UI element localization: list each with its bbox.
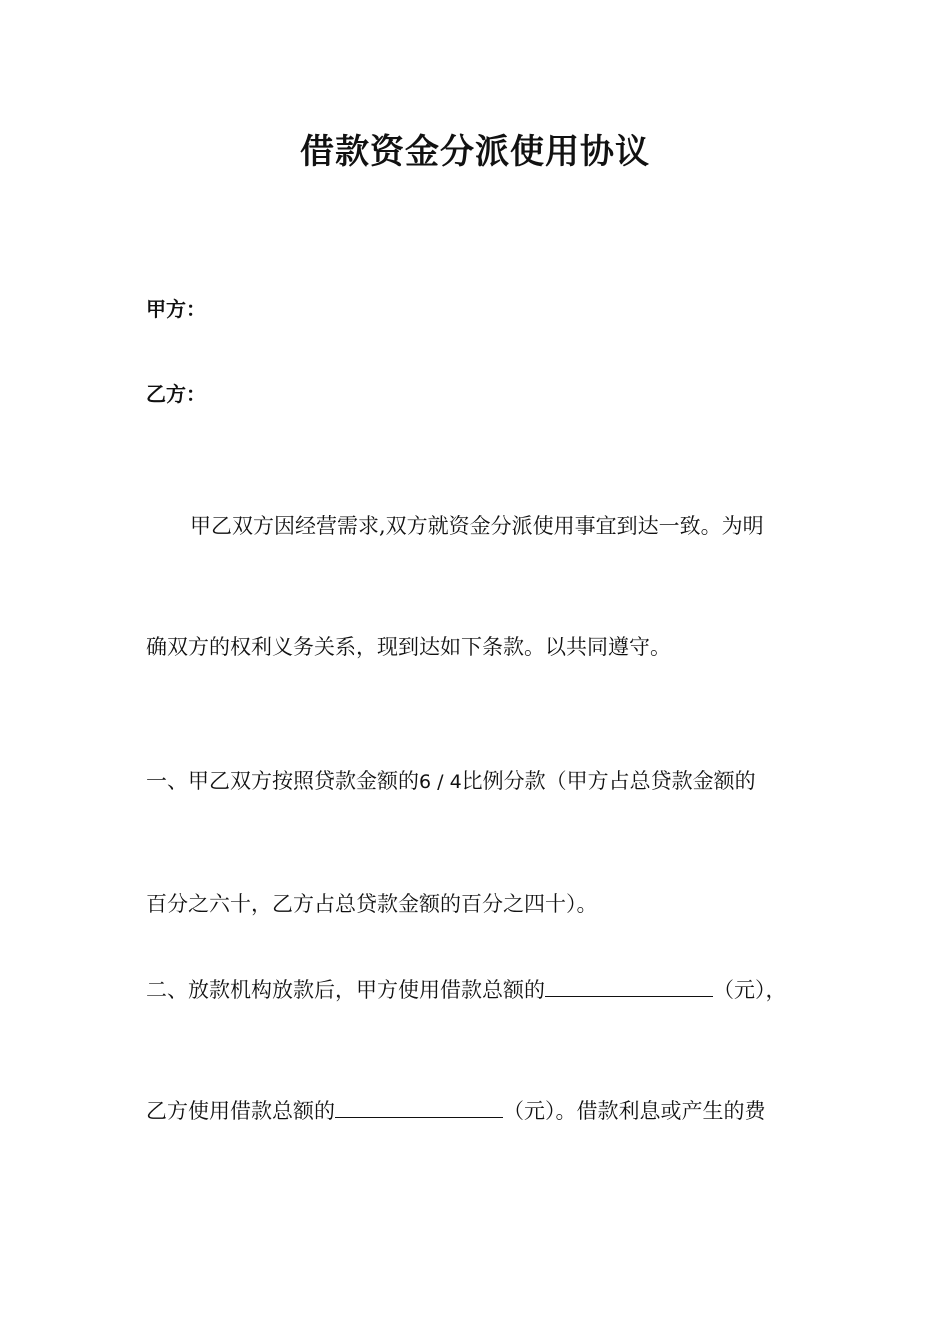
amount-blank-party-b [335, 1095, 503, 1118]
clause-2-line-2 [146, 1095, 766, 1126]
clause-2-line-2-suffix: （元）。借款利息或产生的费 [503, 1099, 766, 1123]
intro-line-1: 甲乙双方因经营需求,双方就资金分派使用事宜到达一致。为明 [190, 514, 764, 538]
clause-2-suffix: （元）， [713, 978, 787, 1002]
clause-1-suffix: 比例分款（甲方占总贷款金额的 [461, 769, 756, 793]
intro-line-2: 确双方的权利义务关系，现到达如下条款。以共同遵守。 [146, 635, 671, 659]
clause-1-line-2: 百分之六十，乙方占总贷款金额的百分之四十）。 [146, 892, 598, 916]
clause-1-ratio: 6 / 4 [419, 771, 462, 793]
clause-2-prefix: 二、放款机构放款后，甲方使用借款总额的 [146, 978, 545, 1002]
document-title: 借款资金分派使用协议 [300, 132, 650, 172]
clause-1-prefix: 一、甲乙双方按照贷款金额的 [146, 769, 419, 793]
clause-2-line-1 [146, 974, 787, 1005]
amount-blank-party-a [545, 974, 713, 997]
party-b-label: 乙方： [146, 382, 206, 406]
clause-1-line-1 [146, 766, 756, 797]
party-a-label: 甲方： [146, 297, 206, 321]
clause-2-line-2-prefix: 乙方使用借款总额的 [146, 1099, 335, 1123]
